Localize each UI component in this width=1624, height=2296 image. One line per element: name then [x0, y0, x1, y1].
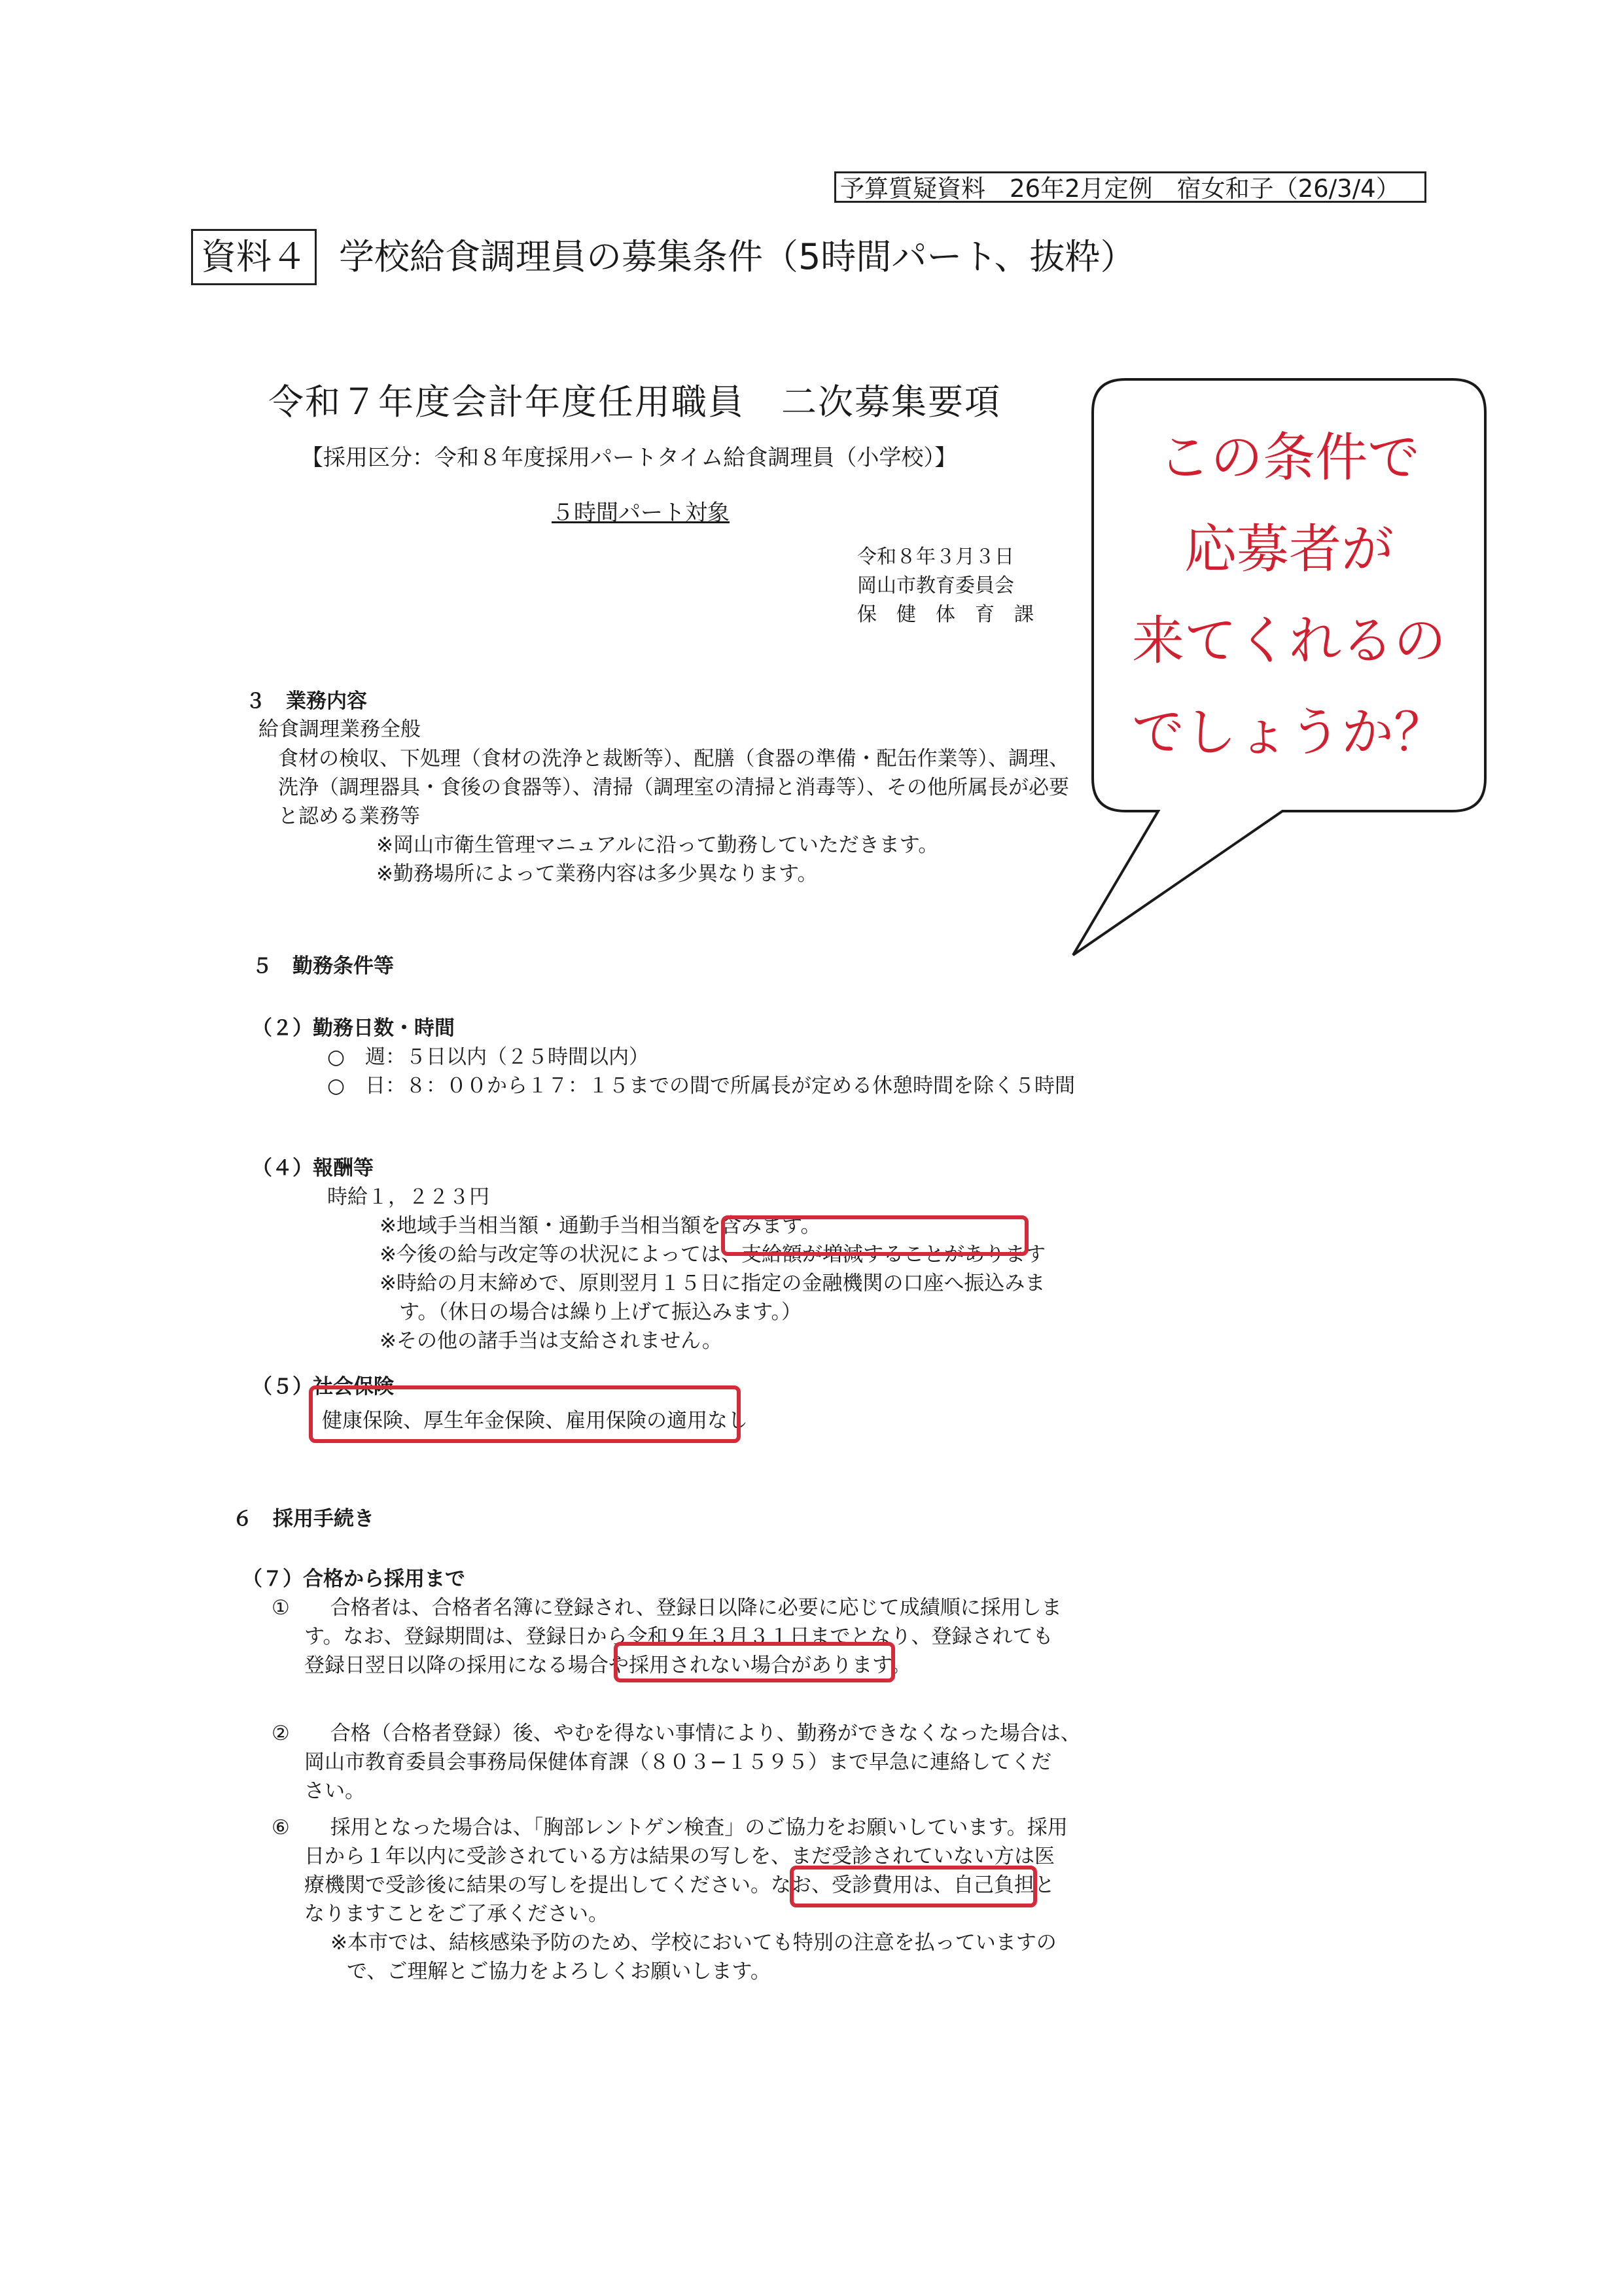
section-3-note: ※勤務場所によって業務内容は多少異なります。	[376, 862, 818, 886]
document-title: 学校給食調理員の募集条件（5時間パート、抜粋）	[339, 236, 1136, 277]
notice-heading: 令和７年度会計年度任用職員 二次募集要項	[268, 381, 1001, 423]
item-2-line: ② 合格（合格者登録）後、やむを得ない事情により、勤務ができなくなった場合は、	[272, 1722, 1081, 1745]
item-1-line: す。なお、登録期間は、登録日から令和９年３月３１日までとなり、登録されても	[304, 1625, 1053, 1648]
closing-note-line: ※本市では、結核感染予防のため、学校においても特別の注意を払っていますの	[330, 1931, 1057, 1955]
callout-line: この条件で	[1158, 427, 1420, 488]
item-1-line: 登録日翌日以降の採用になる場合や採用されない場合があります。	[304, 1654, 911, 1677]
item-2-line: 岡山市教育委員会事務局保健体育課（８０３−１５９５）まで早急に連絡してくだ	[304, 1750, 1051, 1774]
section-3-line: 洗浄（調理器具・食後の食器等）、清掃（調理室の清掃と消毒等）、その他所属長が必要	[278, 776, 1069, 799]
wage-note: ※時給の月末締めで、原則翌月１５日に指定の金融機関の口座へ振込みま	[380, 1272, 1046, 1295]
notice-issuer-board: 岡山市教育委員会	[857, 574, 1014, 597]
section-3-line: と認める業務等	[278, 805, 420, 828]
document-number-label: 資料４	[191, 229, 317, 285]
section-5-5-heading: （５）社会保険	[252, 1375, 394, 1399]
section-3-note: ※岡山市衛生管理マニュアルに沿って勤務していただきます。	[376, 833, 939, 857]
section-5-2-heading: （２）勤務日数・時間	[252, 1017, 455, 1040]
section-3-line: 食材の検収、下処理（食材の洗浄と裁断等）、配膳（食器の準備・配缶作業等）、調理、	[278, 747, 1069, 771]
section-3-heading: ３ 業務内容	[245, 689, 367, 713]
wage-note: ※地域手当相当額・通勤手当相当額を含みます。	[380, 1214, 821, 1238]
wage-note: す。（休日の場合は繰り上げて振込みます。）	[399, 1300, 802, 1324]
section-5-heading: ５ 勤務条件等	[252, 954, 394, 978]
item-6-line: ⑥ 採用となった場合は、「胸部レントゲン検査」のご協力をお願いしています。採用	[272, 1816, 1068, 1839]
notice-issuer-division: 保 健 体 育 課	[857, 603, 1034, 626]
wage-note: ※今後の給与改定等の状況によっては、支給額が増減することがあります	[380, 1243, 1046, 1266]
section-6-7-heading: （７）合格から採用まで	[242, 1567, 465, 1591]
item-6-line: 療機関で受診後に結果の写しを提出してください。なお、受診費用は、自己負担と	[304, 1873, 1055, 1897]
closing-note-line: で、ご理解とご協力をよろしくお願いします。	[347, 1960, 771, 1983]
work-days-line: ○ 週：５日以内（２５時間以内）	[327, 1045, 650, 1069]
notice-subtitle: 【採用区分：令和８年度採用パートタイム給食調理員（小学校）】	[301, 445, 957, 471]
item-6-line: 日から１年以内に受診されている方は結果の写しを、まだ受診されていない方は医	[304, 1845, 1055, 1868]
section-5-4-heading: （４）報酬等	[252, 1157, 374, 1180]
social-insurance-line: 健康保険、厚生年金保険、雇用保険の適用なし	[322, 1409, 748, 1433]
section-3-line: 給食調理業務全般	[258, 718, 421, 741]
notice-date: 令和８年３月３日	[857, 546, 1014, 568]
callout-line: 応募者が	[1184, 519, 1394, 580]
section-6-heading: ６ 採用手続き	[232, 1507, 374, 1531]
item-1-line: ① 合格者は、合格者名簿に登録され、登録日以降に必要に応じて成績順に採用しま	[272, 1596, 1062, 1620]
item-6-line: なりますことをご了承ください。	[304, 1902, 609, 1926]
callout-line: 来てくれるの	[1132, 610, 1446, 671]
item-2-line: さい。	[304, 1779, 365, 1803]
hourly-wage: 時給１，２２３円	[327, 1185, 489, 1209]
work-hours-line: ○ 日：８：００から１７：１５までの間で所属長が定める休憩時間を除く５時間	[327, 1074, 1076, 1098]
notice-target: ５時間パート対象	[552, 500, 730, 526]
reference-label: 予算質疑資料 26年2月定例 宿女和子（26/3/4）	[834, 171, 1426, 203]
wage-note: ※その他の諸手当は支給されません。	[380, 1329, 722, 1353]
callout-line: でしょうか？	[1132, 702, 1446, 763]
